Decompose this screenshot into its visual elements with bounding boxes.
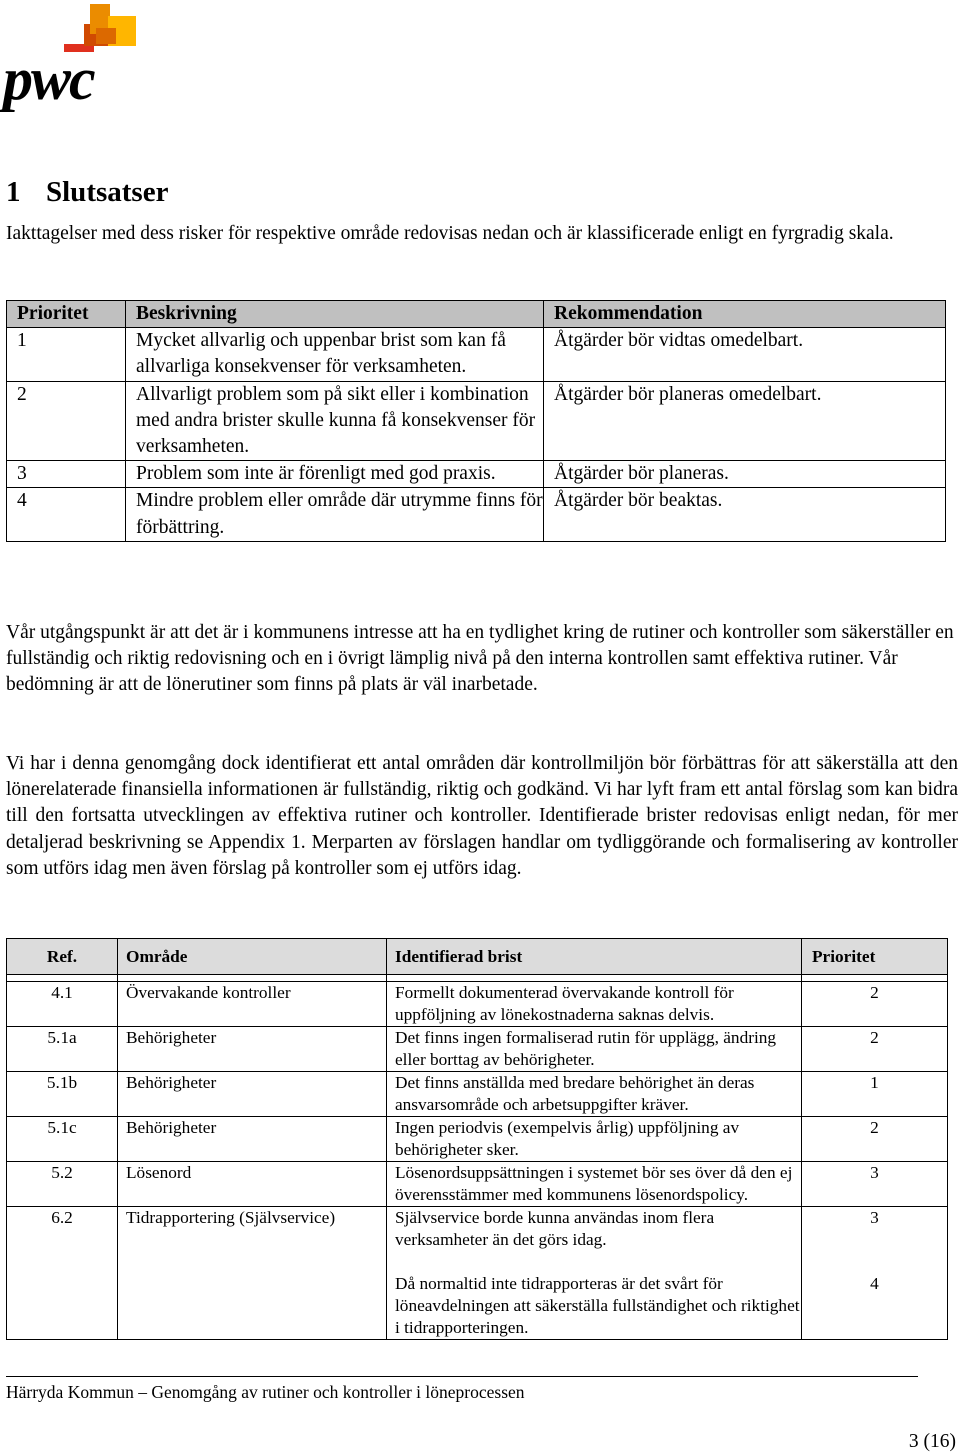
priority-description: Mycket allvarlig och uppenbar brist som kan få allvarliga konsekvenser för verksamheten.	[126, 328, 544, 381]
finding-area: Lösenord	[118, 1162, 387, 1207]
finding-issue	[387, 1072, 802, 1117]
priority-level: 4	[7, 488, 126, 541]
finding-ref: 5.2	[7, 1162, 118, 1207]
table-row	[7, 1072, 948, 1117]
finding-priority-value: 3	[870, 1208, 879, 1227]
finding-issue	[387, 982, 802, 1027]
finding-issue	[387, 1117, 802, 1162]
section-number: 1	[6, 176, 21, 208]
priority-recommendation: Åtgärder bör planeras omedelbart.	[544, 381, 946, 461]
priority-level: 2	[7, 381, 126, 461]
findings-table-header	[7, 939, 948, 975]
finding-priority	[802, 1207, 948, 1340]
finding-area: Övervakande kontroller	[118, 982, 387, 1027]
finding-priority-value: 2	[870, 1118, 879, 1137]
finding-priority-value: 1	[870, 1073, 879, 1092]
finding-issue	[387, 1207, 802, 1340]
finding-area: Behörigheter	[118, 1027, 387, 1072]
header-recommendation: Rekommendation	[544, 301, 946, 328]
header-description: Beskrivning	[126, 301, 544, 328]
pwc-logo-text: pwc	[3, 46, 94, 112]
priority-recommendation: Åtgärder bör beaktas.	[544, 488, 946, 541]
table-row	[7, 1117, 948, 1162]
body-paragraph: Vår utgångspunkt är att det är i kommunens intresse att ha en tydlighet kring de rutiner och kontroller som säkerställer en fullständig och riktig redovisning och en i övrigt lämplig nivå på den interna kontrollen samt effektiva rutiner. Vår bedömning är att de lönerutiner som finns på plats är väl inarbetade.	[6, 622, 954, 696]
finding-issue-text: Lösenordsuppsättningen i systemet bör ses över då den ej överensstämmer med kommunens lösenordspolicy.	[395, 1163, 793, 1204]
footer-text: Härryda Kommun – Genomgång av rutiner och kontroller i löneprocessen	[6, 1382, 525, 1402]
finding-priority	[802, 1162, 948, 1207]
finding-issue-text: Det finns anställda med bredare behörighet än deras ansvarsområde och arbetsuppgifter kräver.	[395, 1073, 755, 1114]
header-priority: Prioritet	[802, 939, 948, 975]
finding-issue-text: Självservice borde kunna användas inom flera verksamheter än det görs idag.	[395, 1208, 715, 1249]
priority-recommendation: Åtgärder bör vidtas omedelbart.	[544, 328, 946, 381]
finding-area: Behörigheter	[118, 1117, 387, 1162]
finding-priority	[802, 1072, 948, 1117]
footer-divider	[6, 1376, 918, 1377]
header-area: Område	[118, 939, 387, 975]
table-row	[7, 488, 946, 541]
priority-table	[6, 300, 946, 542]
priority-description: Allvarligt problem som på sikt eller i kombination med andra brister skulle kunna få konsekvenser för verksamheten.	[126, 381, 544, 461]
finding-issue-text: Det finns ingen formaliserad rutin för upplägg, ändring eller borttag av behörigheter.	[395, 1028, 777, 1069]
finding-ref: 5.1a	[7, 1027, 118, 1072]
finding-issue-text: Ingen periodvis (exempelvis årlig) uppföljning av behörigheter sker.	[395, 1118, 740, 1159]
finding-ref: 5.1c	[7, 1117, 118, 1162]
table-row	[7, 1207, 948, 1340]
priority-level: 3	[7, 461, 126, 488]
finding-priority	[802, 1027, 948, 1072]
finding-issue	[387, 1162, 802, 1207]
table-row	[7, 461, 946, 488]
finding-area: Tidrapportering (Självservice)	[118, 1207, 387, 1340]
finding-priority-value: 4	[870, 1274, 879, 1293]
finding-issue	[387, 1027, 802, 1072]
finding-priority-value: 2	[870, 1028, 879, 1047]
spacer-row	[7, 975, 948, 982]
pwc-logo	[0, 0, 150, 110]
finding-ref: 6.2	[7, 1207, 118, 1340]
page-number: 3 (16)	[908, 1431, 956, 1452]
header-ref: Ref.	[7, 939, 118, 975]
priority-description: Problem som inte är förenligt med god praxis.	[126, 461, 544, 488]
finding-issue-text: Formellt dokumenterad övervakande kontroll för uppföljning av lönekostnaderna saknas delvis.	[395, 983, 734, 1024]
body-paragraph: Vi har i denna genomgång dock identifierat ett antal områden där kontrollmiljön bör förbättras för att säkerställa att den lönerelaterade finansiella informationen är fullständig, riktig och godkänd. Vi har lyft fram ett antal förslag som kan bidra till den fortsatta utvecklingen av effektiva rutiner och kontroller. Identifierade brister redovisas enligt nedan, för mer detaljerad beskrivning se Appendix 1. Merparten av förslagen handlar om tydliggörande och formalisering av kontroller som utförs idag men även förslag på kontroller som ej utförs idag.	[6, 753, 958, 879]
priority-level: 1	[7, 328, 126, 381]
priority-table-header	[7, 301, 946, 328]
finding-area: Behörigheter	[118, 1072, 387, 1117]
header-issue: Identifierad brist	[387, 939, 802, 975]
section-title: Slutsatser	[46, 176, 169, 208]
table-row	[7, 381, 946, 461]
table-row	[7, 328, 946, 381]
table-row	[7, 1027, 948, 1072]
table-row	[7, 982, 948, 1027]
table-row	[7, 1162, 948, 1207]
intro-paragraph: Iakttagelser med dess risker för respektive område redovisas nedan och är klassificerade enligt en fyrgradig skala.	[6, 223, 894, 244]
section-heading	[6, 174, 168, 210]
finding-ref: 4.1	[7, 982, 118, 1027]
finding-priority-value: 2	[870, 983, 879, 1002]
finding-priority	[802, 982, 948, 1027]
priority-description: Mindre problem eller område där utrymme finns för förbättring.	[126, 488, 544, 541]
findings-table	[6, 938, 948, 1340]
finding-issue-text: Då normaltid inte tidrapporteras är det svårt för löneavdelningen att säkerställa fullständighet och riktighet i tidrapporteringen.	[395, 1274, 800, 1337]
finding-priority	[802, 1117, 948, 1162]
priority-recommendation: Åtgärder bör planeras.	[544, 461, 946, 488]
header-priority: Prioritet	[7, 301, 126, 328]
finding-ref: 5.1b	[7, 1072, 118, 1117]
finding-priority-value: 3	[870, 1163, 879, 1182]
